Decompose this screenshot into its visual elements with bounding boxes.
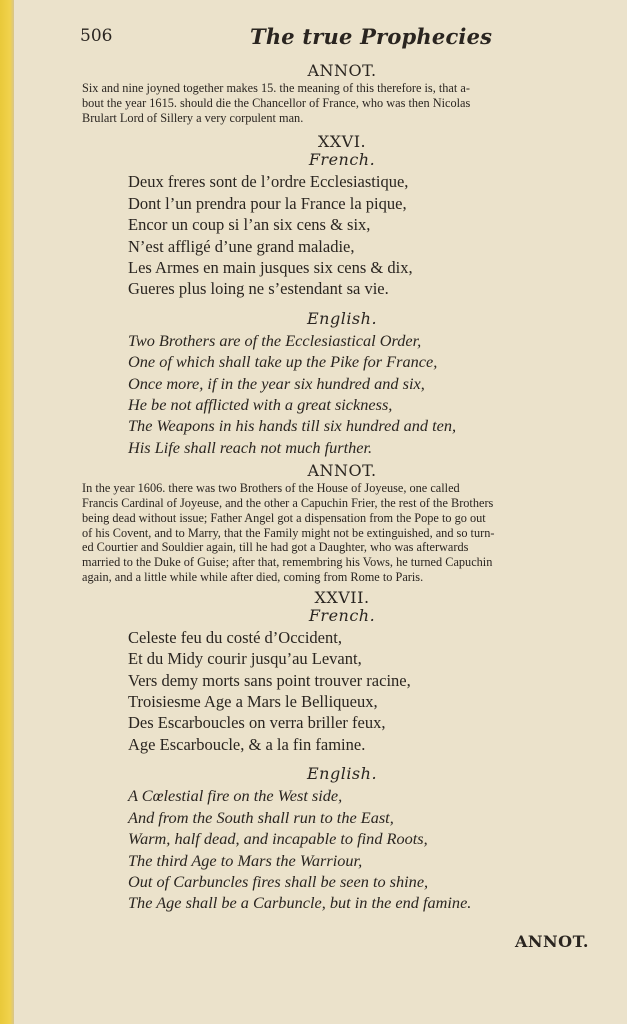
verse-line: The Age shall be a Carbuncle, but in the end famine. (128, 893, 472, 913)
annot-heading: ANNOT. (307, 461, 377, 481)
annot-line: bout the year 1615. should die the Chancellor of France, who was then Nicolas (82, 95, 471, 110)
page-content (82, 62, 602, 914)
english-verse (128, 785, 602, 913)
verse-line: Two Brothers are of the Ecclesiastical Order, (128, 330, 422, 350)
page-number: 506 (80, 26, 113, 46)
annot-line: again, and a little while while after died, coming from Rome to Paris. (82, 570, 424, 585)
verse-line: Encor un coup si l’an six cens & six, (128, 215, 371, 235)
verse-line: Age Escarboucle, & a la fin famine. (128, 734, 366, 754)
annot-line: Francis Cardinal of Joyeuse, and the other a Capuchin Frier, the rest of the Brothers (82, 496, 494, 511)
annot-heading: ANNOT. (307, 61, 377, 80)
verse-line: His Life shall reach not much further. (128, 437, 373, 457)
french-heading: French. (308, 150, 376, 170)
annot-line: being dead without issue; Father Angel got a dispensation from the Pope to go out (82, 510, 486, 525)
verse-line: And from the South shall run to the East, (128, 807, 394, 827)
annot-line: Brulart Lord of Sillery a very corpulent man. (82, 110, 304, 125)
french-verse (128, 627, 602, 755)
verse-line: He be not afflicted with a great sickness, (128, 395, 393, 415)
french-heading: French. (308, 605, 376, 625)
english-heading: English. (306, 308, 378, 328)
verse-line: Celeste feu du costé d’Occident, (128, 627, 342, 647)
stanza-number: XXVI. (317, 132, 367, 152)
verse-line: One of which shall take up the Pike for France, (128, 352, 438, 372)
annot-line: In the year 1606. there was two Brothers of the House of Joyeuse, one called (82, 481, 460, 496)
verse-line: Out of Carbuncles fires shall be seen to shine, (128, 871, 429, 891)
page-header (80, 24, 607, 54)
annot-paragraph (82, 81, 602, 125)
verse-line: A Cœlestial fire on the West side, (128, 786, 343, 806)
book-page (14, 0, 627, 1024)
annot-line: Six and nine joyned together makes 15. the meaning of this therefore is, that a- (82, 81, 470, 95)
catchword: ANNOT. (514, 932, 589, 951)
annot-line: ed Courtier and Souldier again, till he had got a Daughter, who was afterwards (82, 540, 469, 555)
french-verse (128, 171, 602, 299)
annot-line: of his Covent, and to Marry, that the Family might not be extinguished, and so turn- (82, 525, 495, 540)
verse-line: Warm, half dead, and incapable to find Roots, (128, 829, 428, 849)
verse-line: Et du Midy courir jusqu’au Levant, (128, 649, 362, 669)
verse-line: Deux freres sont de l’ordre Ecclesiastique, (128, 172, 409, 192)
verse-line: The third Age to Mars the Warriour, (128, 850, 363, 870)
page-gutter-edge (0, 0, 14, 1024)
verse-line: Vers demy morts sans point trouver racine, (128, 670, 411, 690)
stanza-number: XXVII. (314, 587, 370, 607)
verse-line: Troisiesme Age a Mars le Belliqueux, (128, 692, 378, 712)
verse-line: Les Armes en main jusques six cens & dix, (128, 258, 413, 278)
english-verse (128, 330, 602, 458)
verse-line: Gueres plus loing ne s’estendant sa vie. (128, 279, 389, 299)
verse-line: The Weapons in his hands till six hundred and ten, (128, 416, 457, 436)
verse-line: Once more, if in the year six hundred and six, (128, 373, 425, 393)
verse-line: Des Escarboucles on verra briller feux, (128, 713, 386, 733)
verse-line: N’est affligé d’une grand maladie, (128, 236, 355, 256)
running-title: The true Prophecies (250, 24, 493, 49)
verse-line: Dont l’un prendra pour la France la pique, (128, 193, 407, 213)
english-heading: English. (306, 764, 378, 784)
annot-paragraph (82, 481, 602, 585)
annot-line: married to the Duke of Guise; after that, remembring his Vows, he turned Capuchin (82, 555, 493, 570)
